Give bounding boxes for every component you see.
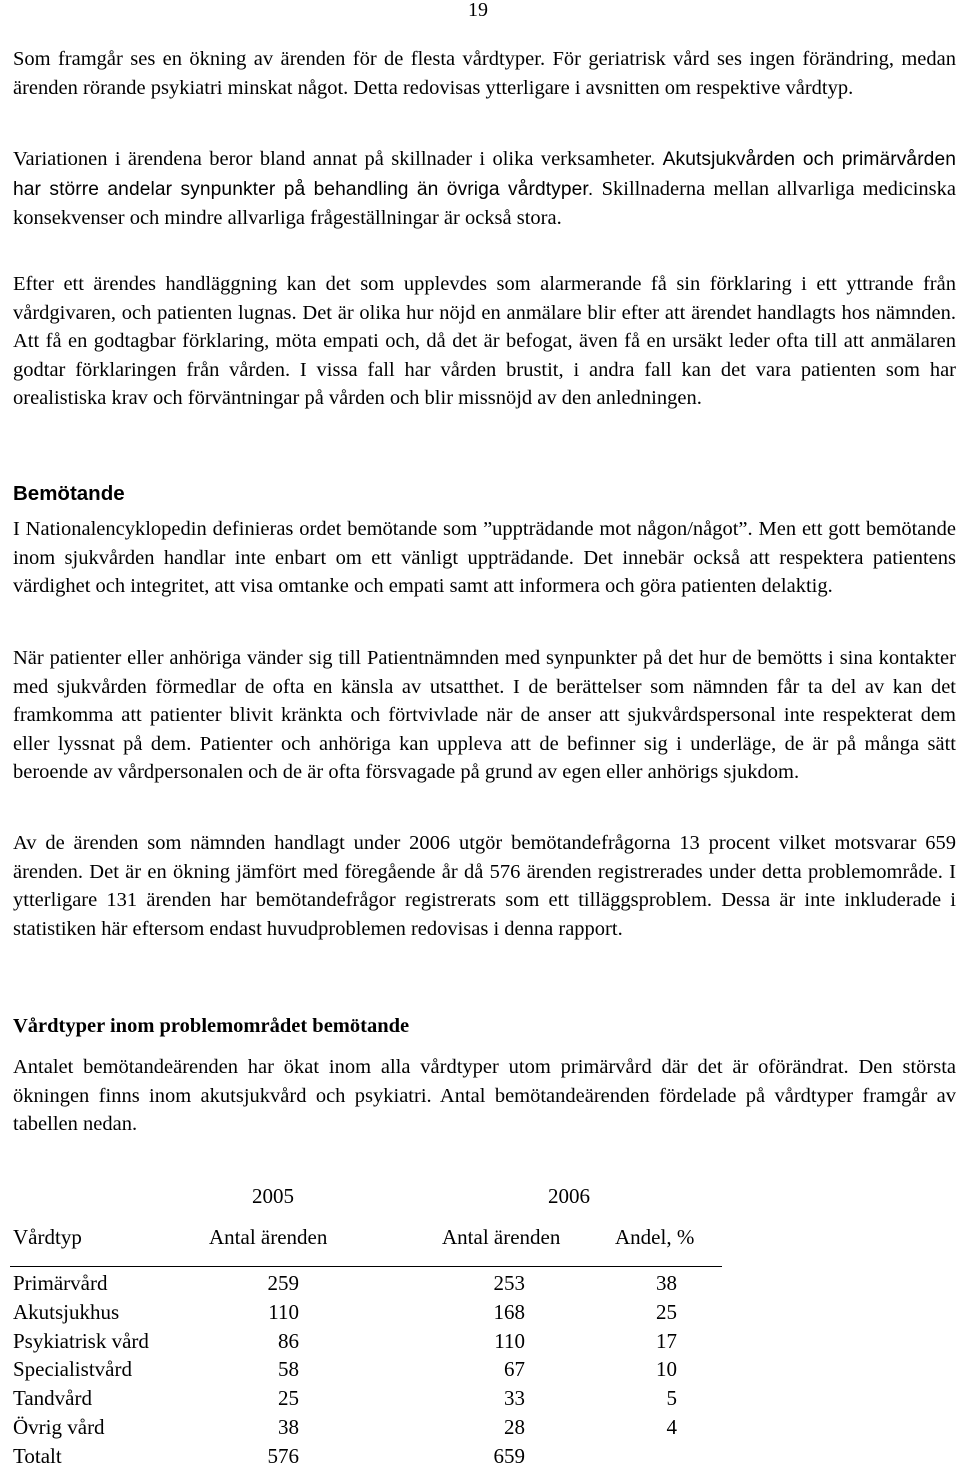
section-heading-vardtyper: Vårdtyper inom problemområdet bemötande bbox=[13, 1015, 410, 1037]
variations-sentence-1: Variationen i ärendena beror bland annat på skillnader i olika verksamheter. bbox=[13, 148, 663, 170]
column-header-count-2006: Antal ärenden bbox=[442, 1225, 561, 1249]
year-header-2005: 2005 bbox=[252, 1184, 294, 1208]
total-count-2006: 659 bbox=[493, 1444, 525, 1468]
row-count-2006: 110 bbox=[494, 1329, 525, 1353]
row-count-2006: 253 bbox=[493, 1271, 525, 1295]
row-count-2005: 25 bbox=[278, 1386, 299, 1410]
row-share: 25 bbox=[656, 1300, 677, 1324]
row-type: Akutsjukhus bbox=[13, 1300, 120, 1324]
table-header-rule bbox=[10, 1266, 722, 1267]
row-share: 4 bbox=[666, 1415, 677, 1439]
row-count-2005: 110 bbox=[268, 1300, 299, 1324]
row-type: Psykiatrisk vård bbox=[13, 1329, 149, 1353]
row-count-2005: 259 bbox=[267, 1271, 299, 1295]
row-type: Specialistvård bbox=[13, 1357, 132, 1381]
row-count-2006: 33 bbox=[504, 1386, 525, 1410]
column-header-type: Vårdtyp bbox=[13, 1225, 82, 1249]
paragraph-variations bbox=[13, 145, 956, 233]
row-share: 17 bbox=[656, 1329, 677, 1353]
row-count-2006: 28 bbox=[504, 1415, 525, 1439]
variations-sentence-2: Akutsjukvården och primärvården har större andelar synpunkter på behandling än övriga vårdtyper. bbox=[13, 149, 956, 200]
row-count-2005: 38 bbox=[278, 1415, 299, 1439]
row-share: 10 bbox=[656, 1357, 677, 1381]
row-type: Primärvård bbox=[13, 1271, 108, 1295]
year-header-2006: 2006 bbox=[548, 1184, 590, 1208]
row-count-2006: 67 bbox=[504, 1357, 525, 1381]
paragraph-intro: Som framgår ses en ökning av ärenden för de flesta vårdtyper. För geriatrisk vård ses ingen förändring, medan ärenden rörande psykiatri minskat något. Detta redovisas ytterligare i avsnitten om respektive vårdtyp. bbox=[13, 48, 956, 99]
paragraph-care-types: Antalet bemötandeärenden har ökat inom alla vårdtyper utom primärvård där det är oförändrat. Den största ökningen finns inom akutsjukvård och psykiatri. Antal bemötandeärenden fördelade på vårdtyper framgår av tabellen nedan. bbox=[13, 1056, 956, 1136]
column-header-share: Andel, % bbox=[615, 1225, 695, 1249]
paragraph-statistics: Av de ärenden som nämnden handlagt under 2006 utgör bemötandefrågorna 13 procent vilket motsvarar 659 ärenden. Det är en ökning jämfört med föregående år då 576 ärenden registrerades under detta problemområde. I ytterligare 131 ärenden har bemötandefrågor registrerats som ett tilläggsproblem. Dessa är inte inkluderade i statistiken här eftersom endast huvudproblemen redovisas i denna rapport. bbox=[13, 832, 956, 940]
paragraph-definition: I Nationalencyklopedin definieras ordet bemötande som ”uppträdande mot någon/något”. Men ett gott bemötande inom sjukvården handlar inte enbart om ett vänligt uppträdande. Det innebär också att respektera patientens värdighet och integritet, att visa omtanke och empati samt att informera och göra patienten delaktig. bbox=[13, 518, 956, 598]
row-count-2006: 168 bbox=[493, 1300, 525, 1324]
variations-sentence-3: Skillnaderna mellan allvarliga medicinska konsekvenser och mindre allvarliga frågeställningar är också stora. bbox=[13, 177, 956, 230]
row-count-2005: 86 bbox=[278, 1329, 299, 1353]
row-share: 5 bbox=[666, 1386, 677, 1410]
page-number: 19 bbox=[468, 0, 488, 21]
paragraph-patients: När patienter eller anhöriga vänder sig till Patientnämnden med synpunkter på det hur de bemötts i sina kontakter med sjukvården förmedlar de ofta en känsla av utsatthet. I de berättelser som nämnden får ta del av kan det framkomma att patienter blivit kränkta och förtvivlade när de anser att sjukvårdspersonal inte respekterat dem eller lyssnat på dem. Patienter och anhöriga kan uppleva att de befinner sig i underläge, de är på många sätt beroende av vårdpersonalen och de är ofta försvagade på grund av egen eller anhörigs sjukdom. bbox=[13, 647, 956, 784]
section-heading-bemotande: Bemötande bbox=[13, 482, 125, 505]
total-count-2005: 576 bbox=[267, 1444, 299, 1468]
total-label: Totalt bbox=[13, 1444, 62, 1468]
column-header-count-2005: Antal ärenden bbox=[209, 1225, 328, 1249]
row-type: Tandvård bbox=[13, 1386, 92, 1410]
row-type: Övrig vård bbox=[13, 1415, 105, 1439]
paragraph-handling: Efter ett ärendes handläggning kan det som upplevdes som alarmerande få sin förklaring i ett yttrande från vårdgivaren, och patienten lugnas. Det är olika hur nöjd en anmälare blir efter att ärendet handlagts hos nämnden. Att få en godtagbar förklaring, möta empati och, då det är befogat, även få en ursäkt leder ofta till att anmälaren godtar förklaringen från vården. I vissa fall har vården brustit, i andra fall kan det vara patienten som har orealistiska krav och förväntningar på vården och blir missnöjd av den anledningen. bbox=[13, 273, 956, 410]
row-share: 38 bbox=[656, 1271, 677, 1295]
row-count-2005: 58 bbox=[278, 1357, 299, 1381]
